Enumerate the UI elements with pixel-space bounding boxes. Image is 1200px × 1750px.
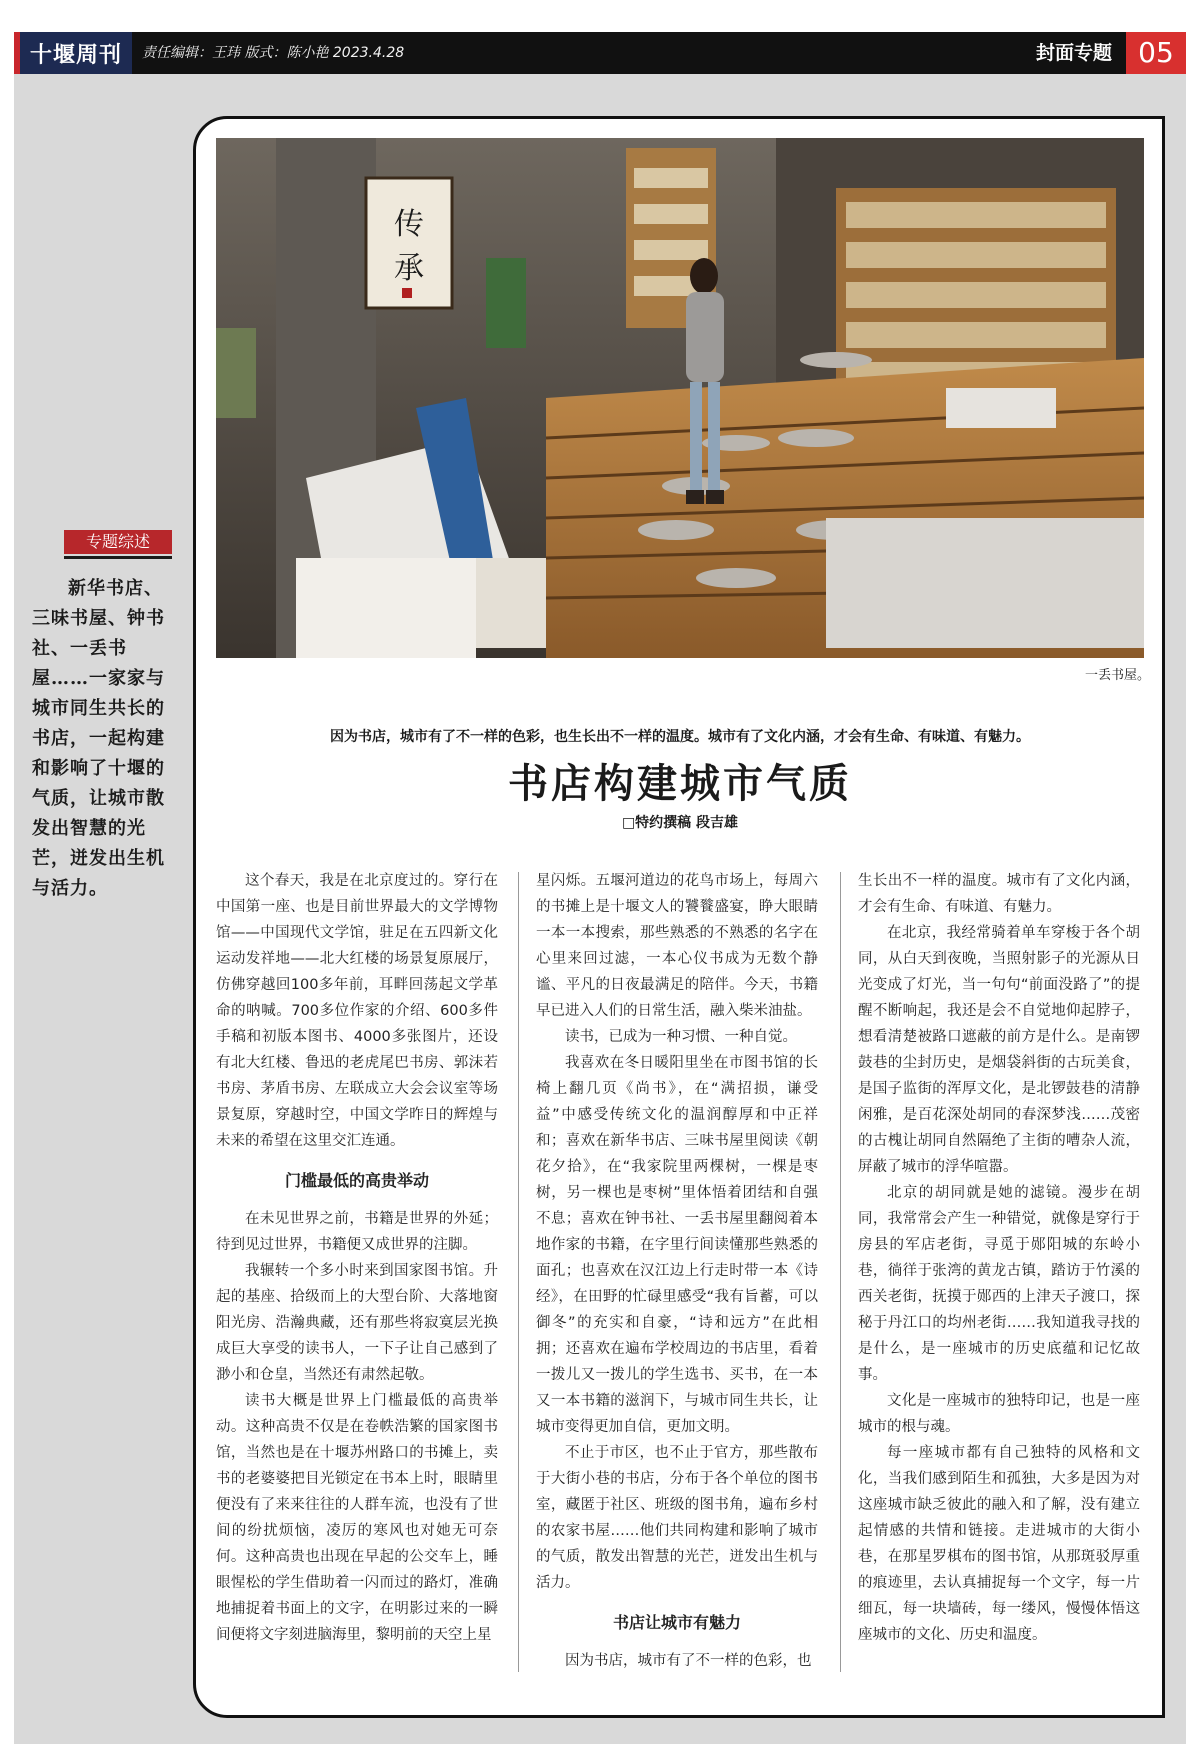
- article-column-2: [536, 868, 818, 1674]
- page-number: 05: [1126, 32, 1186, 74]
- sign-text-2: 承: [394, 251, 424, 286]
- sidebar-summary: 新华书店、三味书屋、钟书社、一丢书屋……一家家与城市同生共长的书店，一起构建和影响了十堰的气质，让城市散发出智慧的光芒，迸发出生机与活力。: [32, 578, 165, 899]
- sign-text-1: 传: [394, 207, 424, 242]
- paragraph: 不止于市区，也不止于官方，那些散布于大街小巷的书店，分布于各个单位的图书室，藏匿于社区、班级的图书角，遍布乡村的农家书屋……他们共同构建和影响了城市的气质，散发出智慧的光芒，迸发出生机与活力。: [536, 1445, 818, 1591]
- masthead-logo: 十堰周刊: [14, 32, 132, 74]
- section-title: 封面专题: [1035, 42, 1112, 64]
- paragraph: 在北京，我经常骑着单车穿梭于各个胡同，从白天到夜晚，当照射影子的光源从日光变成了灯光，当一句句“前面没路了”的提醒不断响起，我还是会不自觉地仰起脖子，想看清楚被路口遮蔽的前方是什么。是南锣鼓巷的尘封历史，是烟袋斜街的古玩美食，是国子监街的浑厚文化，是北锣鼓巷的清静闲雅，是百花深处胡同的春深梦浅……茂密的古槐让胡同自然隔绝了主街的嘈杂人流，屏蔽了城市的浮华喧嚣。: [858, 925, 1140, 1175]
- article-byline: □特约撰稿 段吉雄: [621, 815, 739, 831]
- paragraph: 因为书店，城市有了不一样的色彩，也: [565, 1653, 812, 1669]
- bookstore-photo: [216, 138, 1144, 658]
- paragraph: 生长出不一样的温度。城市有了文化内涵，才会有生命、有味道、有魅力。: [858, 873, 1140, 915]
- paragraph: 读书大概是世界上门槛最低的高贵举动。这种高贵不仅是在卷帙浩繁的国家图书馆，当然也是在十堰苏州路口的书摊上，卖书的老婆婆把目光锁定在书本上时，眼睛里便没有了来来往往的人群车流，也没有了世间的纷扰烦恼，凌厉的寒风也对她无可奈何。这种高贵也出现在早起的公交车上，睡眼惺松的学生借助着一闪而过的路灯，准确地捕捉着书面上的文字，在明影过来的一瞬间便将文字刻进脑海里，黎明前的天空上星: [216, 1393, 498, 1643]
- paragraph: 北京的胡同就是她的滤镜。漫步在胡同，我常常会产生一种错觉，就像是穿行于房县的军店老街，寻觅于郧阳城的东岭小巷，徜徉于张湾的黄龙古镇，踏访于竹溪的西关老街，抚摸于郧西的上津天子渡口，探秘于丹江口的均州老街……我知道我寻找的是什么，是一座城市的历史底蕴和记忆故事。: [858, 1185, 1140, 1383]
- sidebar-tag: 专题综述: [64, 530, 172, 554]
- article-dek: 因为书店，城市有了不一样的色彩，也生长出不一样的温度。城市有了文化内涵，才会有生命、有味道、有魅力。: [330, 729, 1030, 745]
- paragraph: 在未见世界之前，书籍是世界的外延；待到见过世界，书籍便又成世界的注脚。: [216, 1211, 498, 1253]
- article-column-1: [216, 868, 498, 1648]
- paragraph: 我辗转一个多小时来到国家图书馆。升起的基座、拾级而上的大型台阶、大落地窗阳光房、浩瀚典藏，还有那些将寂寞层光换成巨大享受的读书人，一下子让自己感到了渺小和仓皇，当然还有肃然起敬。: [216, 1263, 498, 1383]
- column-divider: [840, 872, 841, 1672]
- photo-caption: 一丢书屋。: [1084, 668, 1150, 683]
- paragraph: 我喜欢在冬日暖阳里坐在市图书馆的长椅上翻几页《尚书》，在“满招损，谦受益”中感受传统文化的温润醇厚和中正祥和；喜欢在新华书店、三味书屋里阅读《朝花夕拾》，在“我家院里两棵树，一棵是枣树，另一棵也是枣树”里体悟着团结和自强不息；喜欢在钟书社、一丢书屋里翻阅着本地作家的书籍，在字里行间读懂那些熟悉的面孔；也喜欢在汉江边上行走时带一本《诗经》，在田野的忙碌里感受“我有旨蓄，可以御冬”的充实和自豪，“诗和远方”在此相拥；还喜欢在遍布学校周边的书店里，看着一拨儿又一拨儿的学生选书、买书，在一本又一本书籍的滋润下，与城市同生共长，让城市变得更加自信，更加文明。: [536, 1055, 818, 1435]
- sidebar-divider: [64, 556, 172, 559]
- article-headline: 书店构建城市气质: [508, 760, 852, 807]
- page-header: [14, 32, 1186, 74]
- subheading: 门槛最低的高贵举动: [284, 1171, 429, 1190]
- paragraph: 这个春天，我是在北京度过的。穿行在中国第一座、也是目前世界最大的文学博物馆——中国现代文学馆，驻足在五四新文化运动发祥地——北大红楼的场景复原展厅，仿佛穿越回100多年前，耳畔回荡起文学革命的呐喊。700多位作家的介绍、600多件手稿和初版本图书、4000多张图片，还设有北大红楼、鲁迅的老虎尾巴书房、郭沫若书房、茅盾书房、左联成立大会会议室等场景复原，穿越时空，中国文学昨日的辉煌与未来的希望在这里交汇连通。: [216, 873, 498, 1149]
- article-column-3: [858, 868, 1140, 1648]
- subheading: 书店让城市有魅力: [612, 1613, 741, 1632]
- paragraph: 星闪烁。五堰河道边的花鸟市场上，每周六的书摊上是十堰文人的饕餮盛宴，睁大眼睛一本一本搜索，那些熟悉的不熟悉的名字在心里来回过滤，一本心仪书成为无数个静谧、平凡的日夜最满足的陪伴。今天，书籍早已进入人们的日常生活，融入柴米油盐。: [536, 873, 818, 1019]
- column-divider: [518, 872, 519, 1672]
- paragraph: 文化是一座城市的独特印记，也是一座城市的根与魂。: [858, 1393, 1140, 1435]
- editor-credits: 责任编辑：王玮 版式：陈小艳 2023.4.28: [142, 45, 405, 61]
- paragraph: 读书，已成为一种习惯、一种自觉。: [565, 1029, 797, 1045]
- paragraph: 每一座城市都有自己独特的风格和文化，当我们感到陌生和孤独，大多是因为对这座城市缺乏彼此的融入和了解，没有建立起情感的共情和链接。走进城市的大街小巷，在那星罗棋布的图书馆，从那斑驳厚重的痕迹里，去认真捕捉每一个文字，每一片细瓦，每一块墙砖，每一缕风，慢慢体悟这座城市的文化、历史和温度。: [858, 1445, 1140, 1643]
